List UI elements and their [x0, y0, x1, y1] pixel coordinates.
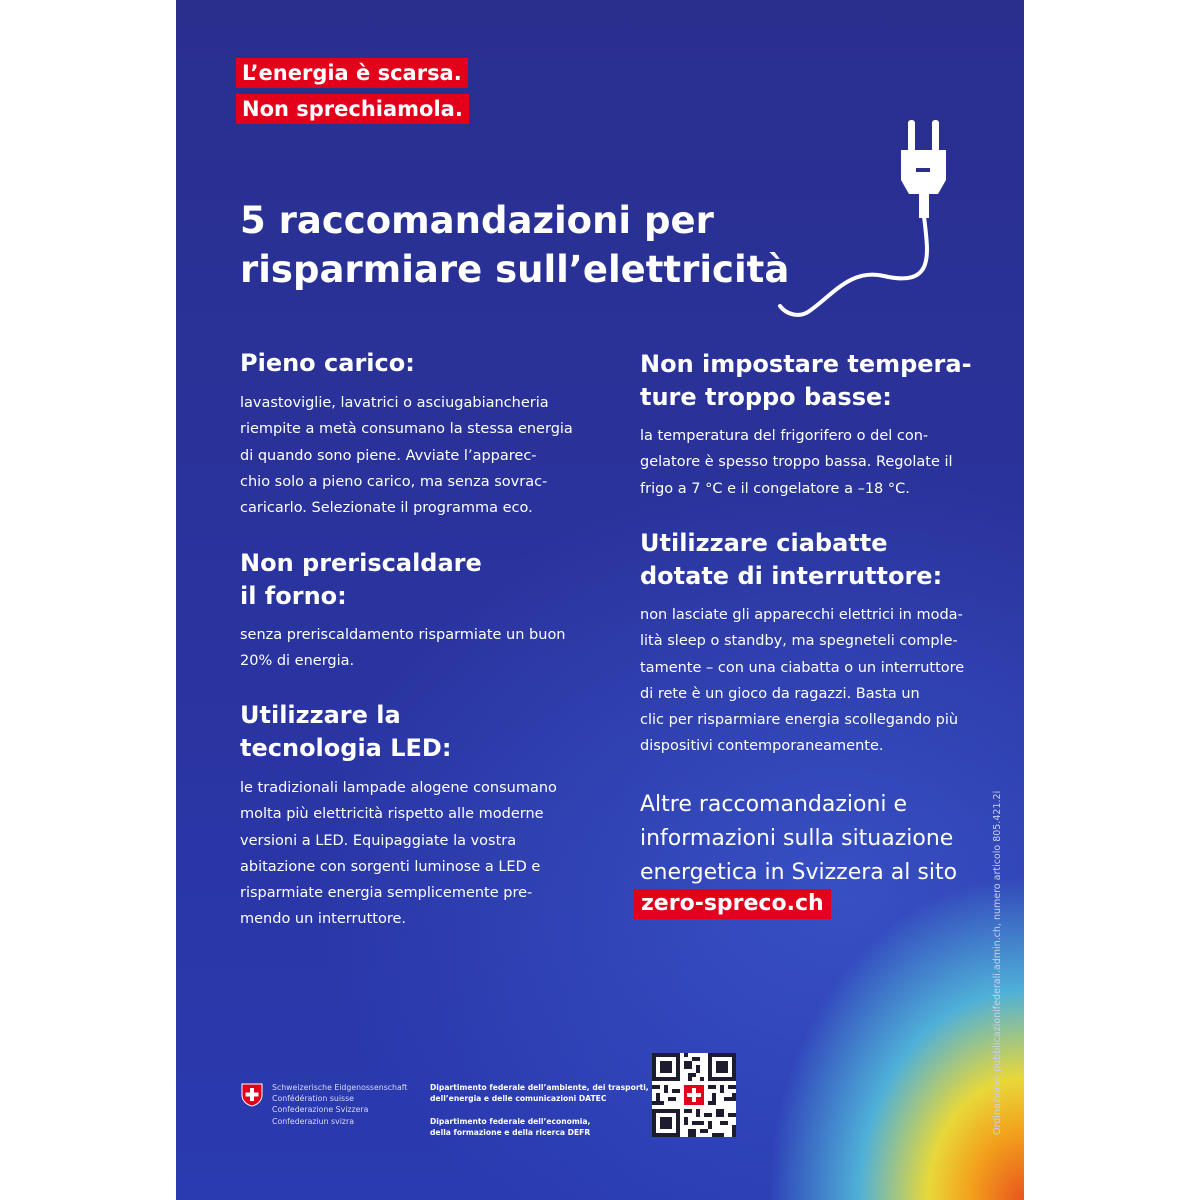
section-body-power-strip: non lasciate gli apparecchi elettrici in moda- lità sleep o standby, ma spegneteli comple- tamente – con una ciabatta o un interruttore di rete è un gioco da ragazzi. Basta un clic per risparmiare energia scollegando più dispositivi contemporaneamente. [640, 607, 965, 755]
section-body-led: le tradizionali lampade alogene consumano molta più elettricità rispetto alle moderne versioni a LED. Equipaggiate la vostra abitazione con sorgenti luminose a LED e risparmiate energia semplicemente pre- mendo un interruttore. [240, 780, 557, 928]
tagline-line-2: Non sprechiamola. [236, 94, 469, 124]
page-title: 5 raccomandazioni per risparmiare sull’elettricità [240, 199, 790, 291]
department-defr: Dipartimento federale dell’economia, della formazione e della ricerca DEFR [430, 1117, 591, 1137]
section-body-full-load: lavastoviglie, lavatrici o asciugabiancheria riempite a metà consumano la stessa energia di quando sono piene. Avviate l’apparec- chio solo a pieno carico, ma senza sovrac- caricarlo. Selezionate il programma eco. [240, 395, 573, 517]
order-note: Ordinazione: pubblicazionifederali.admin.ch, numero articolo 805.421.2i [992, 790, 1003, 1135]
section-heading-oven: Non preriscaldare il forno: [240, 549, 482, 610]
section-heading-full-load: Pieno carico: [240, 349, 415, 377]
cta-text: Altre raccomandazioni e informazioni sulla situazione energetica in Svizzera al sito [640, 792, 958, 885]
section-heading-power-strip: Utilizzare ciabatte dotate di interruttore: [640, 529, 943, 590]
plug-icon [774, 118, 954, 320]
confederation-names: Schweizerische Eidgenossenschaft Confédération suisse Confederazione Svizzera Confederaziun svizra [272, 1083, 408, 1126]
poster [176, 0, 1024, 1200]
department-datec: Dipartimento federale dell’ambiente, dei trasporti, dell’energia e delle comunicazioni DATEC [430, 1083, 649, 1103]
section-heading-led: Utilizzare la tecnologia LED: [240, 701, 452, 762]
tagline-line-1: L’energia è scarsa. [236, 58, 468, 88]
qr-code-icon[interactable] [652, 1053, 736, 1137]
section-heading-temperature: Non impostare tempera- ture troppo basse: [640, 350, 972, 411]
website-link[interactable]: zero-spreco.ch [634, 889, 831, 919]
section-body-temperature: la temperatura del frigorifero o del con- gelatore è spesso troppo bassa. Regolate il frigo a 7 °C e il congelatore a –18 °C. [640, 428, 953, 497]
swiss-coat-of-arms-icon [241, 1083, 263, 1107]
section-body-oven: senza preriscaldamento risparmiate un buon 20% di energia. [240, 627, 566, 670]
